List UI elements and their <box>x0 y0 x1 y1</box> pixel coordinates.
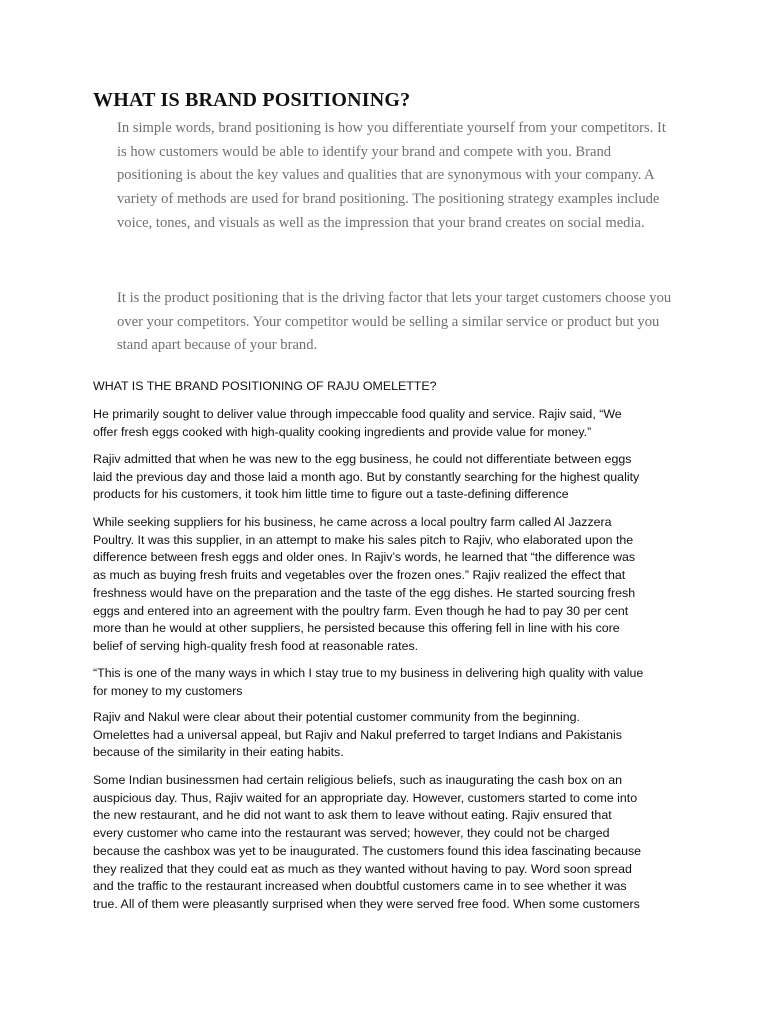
intro-paragraph: It is the product positioning that is the driving factor that lets your target customers choose you over your competitors. Your competitor would be selling a similar service or product but you stand apart because of your brand. <box>117 290 672 354</box>
text-line: Some Indian businessmen had certain religious beliefs, such as inaugurating the cash box on an <box>93 773 622 787</box>
text-line: products for his customers, it took him little time to figure out a taste-defining difference <box>93 487 569 502</box>
body-paragraph <box>93 451 677 504</box>
text-line: “This is one of the many ways in which I stay true to my business in delivering high quality with value <box>93 666 644 680</box>
text-line: While seeking suppliers for his business, he came across a local poultry farm called Al Jazzera <box>93 515 612 529</box>
text-line: they realized that they could eat as much as they wanted without having to pay. Word soon spread <box>93 861 632 876</box>
text-line: difference between fresh eggs and older ones. In Rajiv’s words, he learned that “the difference was <box>93 550 636 565</box>
text-line: Rajiv admitted that when he was new to the egg business, he could not differentiate between eggs <box>93 452 632 466</box>
text-line: every customer who came into the restaurant was served; however, they could not be charged <box>93 826 610 841</box>
text-line: because the cashbox was yet to be inaugurated. The customers found this idea fascinating because <box>93 843 642 858</box>
body-paragraph <box>93 772 677 914</box>
page-title: WHAT IS BRAND POSITIONING? <box>93 89 411 111</box>
text-line: laid the previous day and those laid a month ago. But by constantly searching for the highest quality <box>93 469 640 484</box>
intro-paragraph: In simple words, brand positioning is how you differentiate yourself from your competitors. It is how customers would be able to identify your brand and compete with you. Brand positioning is about the key values and qualities that are synonymous with your company. A variety of methods are used for brand positioning. The positioning strategy examples include voice, tones, and visuals as well as the impression that your brand creates on social media. <box>117 120 666 231</box>
section-heading: WHAT IS THE BRAND POSITIONING OF RAJU OMELETTE? <box>93 379 437 393</box>
body-paragraph <box>93 665 677 700</box>
body-paragraph <box>93 406 677 441</box>
text-line: freshness would have on the preparation and the taste of the egg dishes. He started sourcing fresh <box>93 585 636 600</box>
text-line: auspicious day. Thus, Rajiv waited for an appropriate day. However, customers started to come into <box>93 790 638 805</box>
text-line: Rajiv and Nakul were clear about their potential customer community from the beginning. <box>93 710 580 724</box>
text-line: for money to my customers <box>93 683 243 698</box>
text-line: belief of serving high-quality fresh food at reasonable rates. <box>93 638 419 653</box>
text-line: He primarily sought to deliver value through impeccable food quality and service. Rajiv said, “We <box>93 407 622 421</box>
text-line: the new restaurant, and he did not want to ask them to leave without eating. Rajiv ensured that <box>93 808 612 823</box>
text-line: and the traffic to the restaurant increased when doubtful customers came in to see whether it was <box>93 879 627 894</box>
text-line: Omelettes had a universal appeal, but Rajiv and Nakul preferred to target Indians and Pakistanis <box>93 727 622 742</box>
text-line: eggs and entered into an agreement with the poultry farm. Even though he had to pay 30 per cent <box>93 603 629 618</box>
text-line: Poultry. It was this supplier, in an attempt to make his sales pitch to Rajiv, who elaborated upon the <box>93 532 634 547</box>
text-line: offer fresh eggs cooked with high-quality cooking ingredients and provide value for money.” <box>93 424 592 439</box>
text-line: more than he would at other suppliers, he persisted because this offering fell in line with his core <box>93 621 620 636</box>
body-paragraph <box>93 514 677 656</box>
text-line: because of the similarity in their eating habits. <box>93 745 344 760</box>
text-line: true. All of them were pleasantly surprised when they were served free food. When some customers <box>93 896 640 911</box>
body-paragraph <box>93 709 677 762</box>
text-line: as much as buying fresh fruits and vegetables over the frozen ones.” Rajiv realized the effect that <box>93 568 626 583</box>
